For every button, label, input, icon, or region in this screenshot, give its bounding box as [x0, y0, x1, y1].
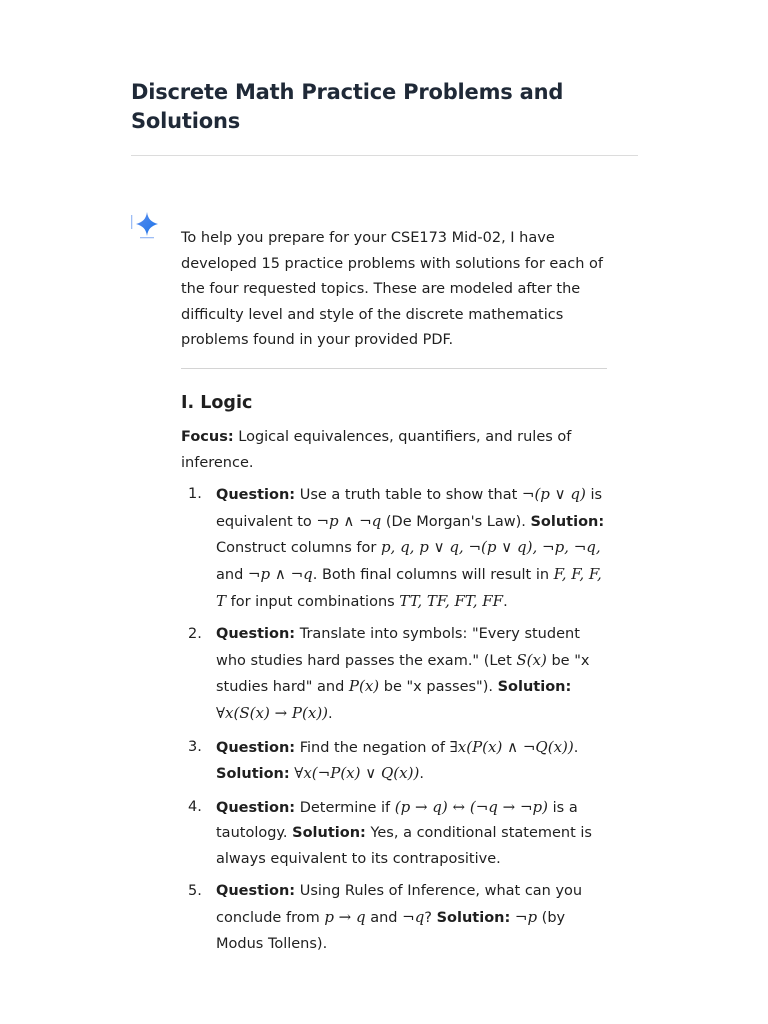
assistant-avatar — [131, 209, 163, 243]
question-text: Use a truth table to show that — [295, 487, 522, 504]
solution-label: Solution: — [530, 513, 605, 530]
focus-label: Focus: — [181, 428, 234, 445]
math-expression: p → q — [324, 908, 366, 927]
solution-label: Solution: — [292, 825, 366, 842]
solution-label: Solution: — [497, 679, 572, 696]
question-text: is equivalent to — [216, 487, 603, 530]
question-text: ? — [424, 910, 437, 927]
focus-line — [181, 425, 611, 476]
section-heading: I. Logic — [181, 392, 253, 413]
solution-text: Yes, a conditional statement is always equivalent to its contrapositive. — [216, 825, 592, 867]
solution-label: Solution: — [216, 766, 290, 783]
question-label: Question: — [216, 883, 296, 900]
math-expression: (p → q) ↔ (¬q → ¬p) — [394, 797, 549, 816]
math-expression: F, F, F, T — [216, 564, 602, 610]
solution-text: Construct columns for — [216, 540, 381, 557]
question-text: Find the negation of — [295, 739, 450, 756]
question-text: be "x passes"). — [379, 679, 498, 696]
math-expression: ∀x(¬P(x) ∨ Q(x)) — [294, 764, 420, 783]
math-expression: ¬p — [514, 908, 538, 927]
response-content — [181, 226, 611, 964]
question-label: Question: — [216, 799, 296, 816]
question-text: (De Morgan's Law). — [381, 513, 531, 530]
item-number: 2. — [188, 626, 202, 643]
question-label: Question: — [216, 487, 296, 504]
question-text: . — [573, 739, 579, 756]
item-number: 4. — [188, 798, 202, 815]
math-expression: ¬(p ∨ q) — [521, 485, 586, 504]
list-item — [181, 879, 611, 957]
math-expression: ¬p ∧ ¬q — [247, 564, 313, 583]
solution-text: and — [216, 566, 248, 583]
math-expression: ¬q — [402, 908, 425, 927]
page-title: Discrete Math Practice Problems and Solutions — [131, 80, 564, 133]
math-expression: P(x) — [348, 677, 380, 696]
math-expression: ¬p ∧ ¬q — [316, 511, 382, 530]
item-number: 5. — [188, 883, 202, 900]
question-text: be "x studies hard" and — [216, 652, 590, 696]
sparkle-icon — [131, 209, 163, 243]
question-label: Question: — [216, 739, 296, 756]
math-expression: TT, TF, FT, FF — [399, 591, 504, 610]
math-expression: S(x) — [516, 650, 547, 669]
question-text: Determine if — [295, 799, 395, 816]
solution-text: for input combinations — [226, 593, 400, 610]
focus-text: Logical equivalences, quantifiers, and rules of inference. — [181, 428, 572, 471]
solution-text: (by Modus Tollens). — [216, 910, 566, 952]
math-expression: ∀x(S(x) → P(x)) — [216, 703, 329, 722]
intro-paragraph: To help you prepare for your CSE173 Mid-02, I have developed 15 practice problems with solutions for each of the four requested topics. These are modeled after the difficulty level and style of the discrete mathematics problems found in your provided PDF. — [181, 230, 603, 349]
solution-text: . — [503, 593, 508, 610]
list-item — [181, 735, 611, 788]
question-text: Translate into symbols: "Every student who studies hard passes the exam." (Let — [216, 626, 580, 669]
solution-label: Solution: — [436, 910, 511, 927]
question-text: Using Rules of Inference, what can you conclude from — [216, 883, 583, 927]
list-item — [181, 482, 611, 615]
solution-text: . — [328, 705, 333, 722]
question-list — [181, 482, 611, 957]
solution-text: . — [419, 766, 424, 783]
question-label: Question: — [216, 626, 296, 643]
math-expression: p, q, p ∨ q, ¬(p ∨ q), ¬p, ¬q, — [380, 538, 601, 557]
item-number: 1. — [188, 486, 202, 503]
question-text: is a tautology. — [216, 799, 578, 842]
title-divider — [131, 155, 638, 156]
math-expression: ∃x(P(x) ∧ ¬Q(x)) — [449, 737, 574, 756]
list-item — [181, 795, 611, 873]
item-number: 3. — [188, 738, 202, 755]
solution-text: . Both final columns will result in — [312, 566, 554, 583]
section-divider — [181, 368, 607, 369]
question-text: and — [365, 910, 403, 927]
list-item — [181, 622, 611, 727]
